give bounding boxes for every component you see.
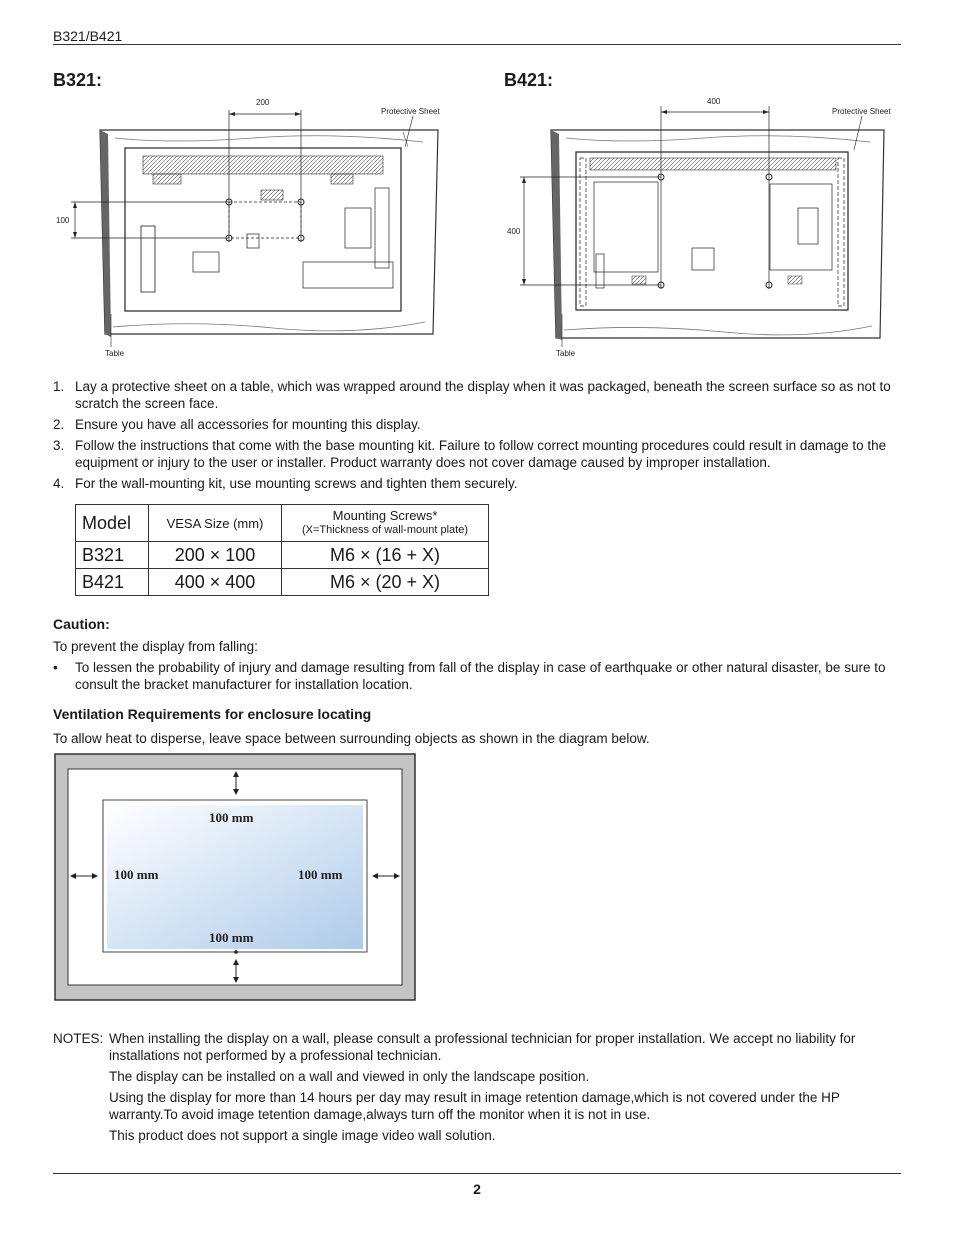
header-mounting-screws: [282, 505, 489, 542]
note-item: [53, 1030, 903, 1064]
mounting-steps-list: [53, 378, 903, 496]
header-model: Model: [76, 505, 149, 542]
step-text: Follow the instructions that come with the base mounting kit. Failure to follow correct mounting procedures could result in damage to the equipment or injury to the user or installer. Product warranty does not cover damage caused by improper installation.: [75, 438, 887, 470]
step-item: [53, 437, 903, 471]
b421-table-label: Table: [556, 349, 576, 358]
clearance-top-label: 100 mm: [209, 810, 254, 825]
header-vesa-size: VESA Size (mm): [149, 505, 282, 542]
row-model: B421: [76, 569, 149, 596]
row-screws: M6 × (20 + X): [282, 569, 489, 596]
b421-dim-vertical: 400: [507, 227, 521, 236]
step-item: [53, 378, 903, 412]
b321-title: B321:: [53, 70, 103, 90]
screws-header-note: (X=Thickness of wall-mount plate): [302, 524, 468, 536]
notes-section: [53, 1030, 903, 1148]
row-screws: M6 × (16 + X): [282, 542, 489, 569]
screws-header-label: Mounting Screws*: [332, 508, 438, 523]
b421-protective-sheet-label: Protective Sheet: [832, 107, 891, 116]
b421-dim-horizontal: 400: [707, 97, 721, 106]
note-text: The display can be installed on a wall and viewed in only the landscape position.: [109, 1069, 590, 1084]
footer-rule: [53, 1173, 901, 1174]
b421-mounting-diagram: [504, 92, 904, 364]
b321-dim-horizontal: 200: [256, 98, 270, 107]
ventilation-title: Ventilation Requirements for enclosure locating: [53, 706, 372, 722]
header-rule: [53, 44, 901, 45]
table-row: [76, 569, 489, 596]
step-item: [53, 475, 903, 492]
vesa-spec-table: [75, 504, 489, 596]
table-row: [76, 542, 489, 569]
b321-dim-vertical: 100: [56, 216, 70, 225]
document-header-model: B321/B421: [53, 28, 123, 44]
row-model: B321: [76, 542, 149, 569]
step-number: 2.: [53, 417, 65, 432]
bullet-symbol: •: [53, 660, 58, 675]
step-item: [53, 416, 903, 433]
step-number: 3.: [53, 438, 65, 453]
notes-label: NOTES:: [53, 1031, 104, 1046]
note-item: [53, 1068, 903, 1085]
step-text: Ensure you have all accessories for mounting this display.: [75, 417, 421, 432]
ventilation-clearance-diagram: [54, 753, 418, 1003]
clearance-right-label: 100 mm: [298, 867, 343, 882]
caution-bullet-text: To lessen the probability of injury and damage resulting from fall of the display in case of earthquake or other natural disaster, be sure to consult the bracket manufacturer for installation location.: [75, 660, 886, 692]
b421-title: B421:: [504, 70, 554, 90]
note-item: [53, 1127, 903, 1144]
caution-title: Caution:: [53, 616, 110, 632]
note-text: When installing the display on a wall, please consult a professional technician for proper installation. We accept no liability for installations not performed by a professional technician.: [109, 1031, 856, 1063]
page-number: 2: [473, 1181, 481, 1197]
caution-bullet: [53, 659, 903, 693]
step-text: Lay a protective sheet on a table, which was wrapped around the display when it was packaged, beneath the screen surface so as not to scratch the screen face.: [75, 379, 891, 411]
ventilation-intro: To allow heat to disperse, leave space between surrounding objects as shown in the diagram below.: [53, 731, 650, 746]
row-vesa-size: 200 × 100: [149, 542, 282, 569]
step-text: For the wall-mounting kit, use mounting screws and tighten them securely.: [75, 476, 518, 491]
note-text: Using the display for more than 14 hours per day may result in image retention damage,which is not covered under the HP warranty.To avoid image tetention damage,always turn off the monitor when it is not in use.: [109, 1090, 840, 1122]
note-text: This product does not support a single image video wall solution.: [109, 1128, 496, 1143]
step-number: 4.: [53, 476, 65, 491]
b321-table-label: Table: [105, 349, 125, 358]
b321-mounting-diagram: [53, 92, 453, 364]
clearance-left-label: 100 mm: [114, 867, 159, 882]
caution-intro: To prevent the display from falling:: [53, 639, 258, 654]
table-header-row: [76, 505, 489, 542]
note-item: [53, 1089, 903, 1123]
clearance-bottom-label: 100 mm: [209, 930, 254, 945]
step-number: 1.: [53, 379, 65, 394]
row-vesa-size: 400 × 400: [149, 569, 282, 596]
b321-protective-sheet-label: Protective Sheet: [381, 107, 440, 116]
